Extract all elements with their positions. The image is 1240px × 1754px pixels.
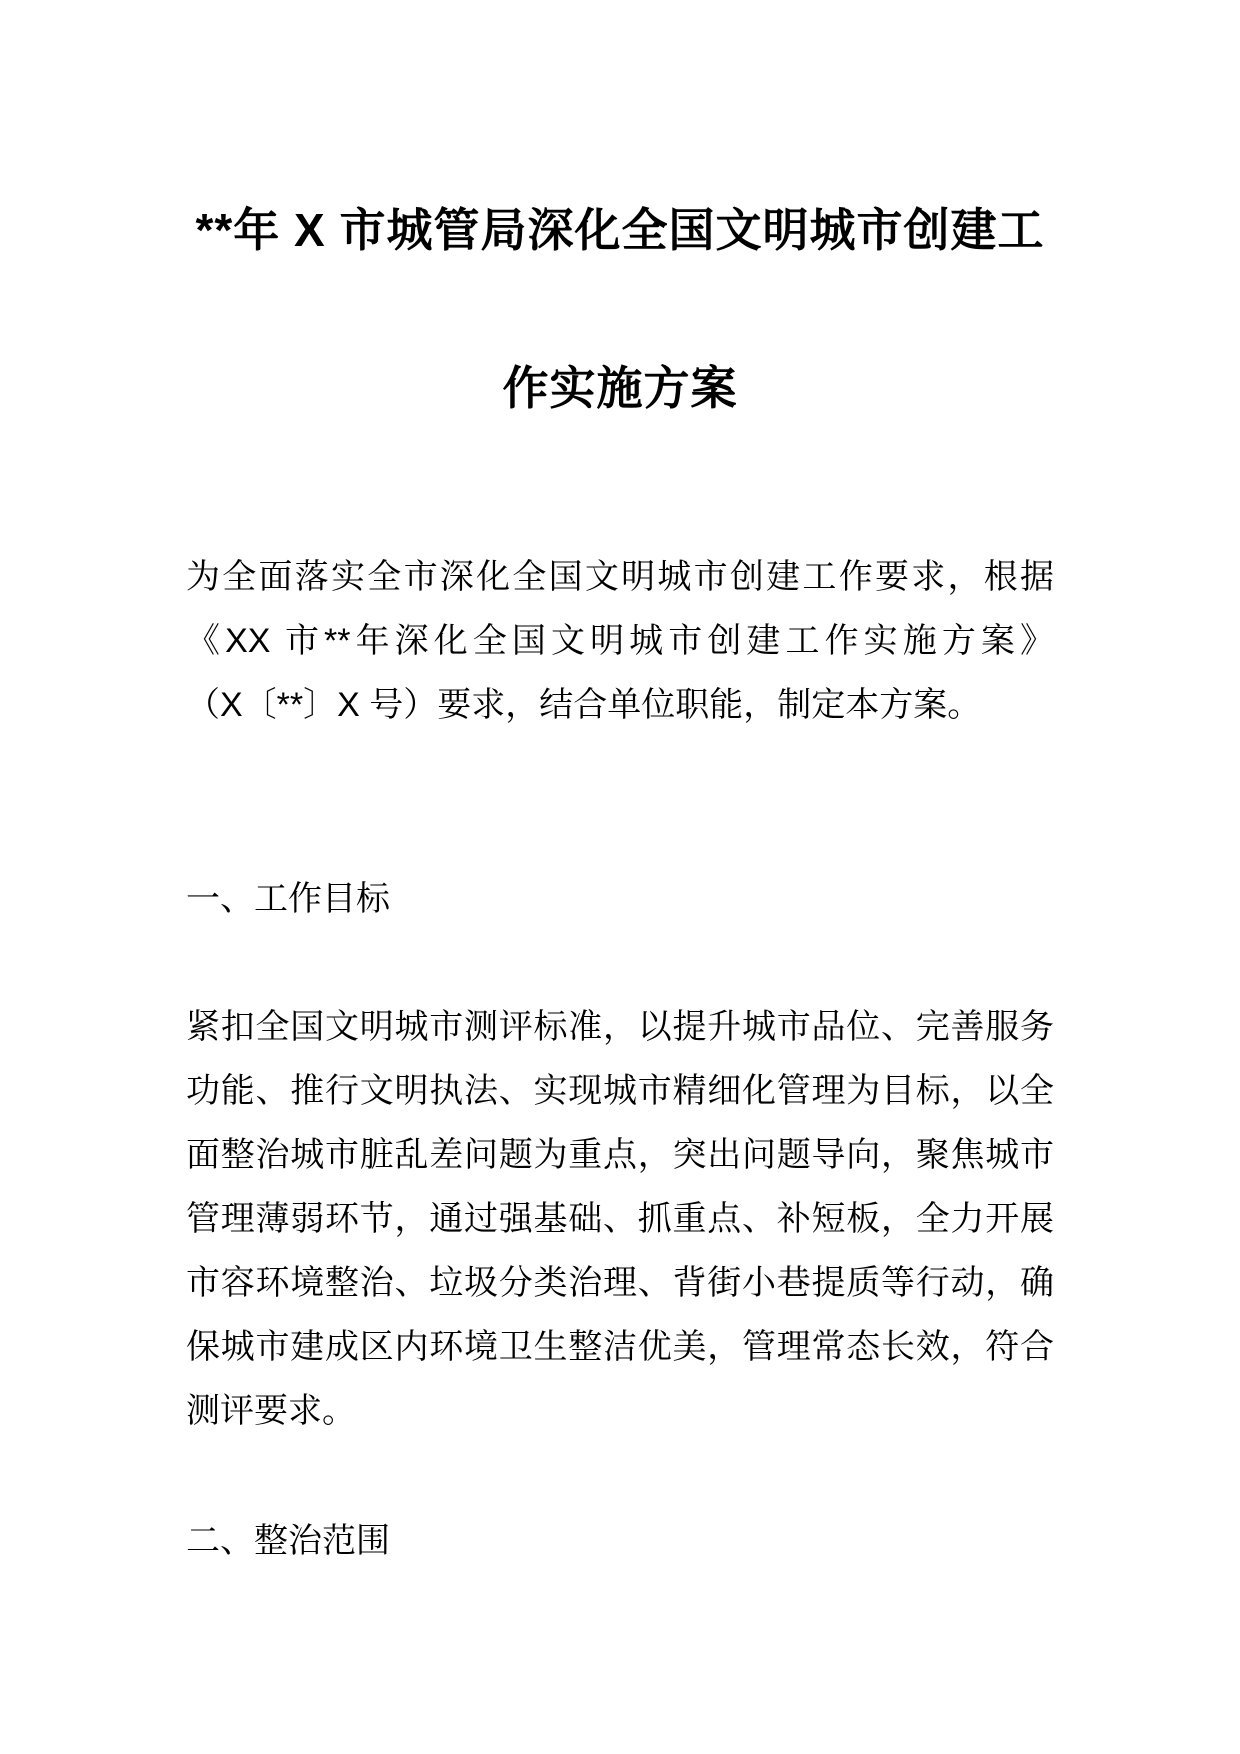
- section-heading-work-goals: 一、工作目标: [186, 880, 390, 918]
- section-1-paragraph: [186, 995, 1054, 1443]
- intro-paragraph: [186, 545, 1054, 737]
- section-heading-improvement-scope: 二、整治范围: [186, 1522, 390, 1560]
- document-title-line-2: 作实施方案: [502, 362, 738, 414]
- section-1-paragraph-line: 测评要求。: [186, 1392, 356, 1430]
- document-title: [186, 151, 1054, 467]
- section-1-paragraph-line: 功能、推行文明执法、实现城市精细化管理为目标，以全: [186, 1072, 1054, 1110]
- intro-paragraph-line: 为全面落实全市深化全国文明城市创建工作要求，根据: [186, 558, 1054, 596]
- section-1-paragraph-line: 保城市建成区内环境卫生整洁优美，管理常态长效，符合: [186, 1328, 1054, 1366]
- section-1-paragraph-line: 管理薄弱环节，通过强基础、抓重点、补短板，全力开展: [186, 1200, 1054, 1238]
- section-1-paragraph-line: 面整治城市脏乱差问题为重点，突出问题导向，聚焦城市: [186, 1136, 1054, 1174]
- document-title-line-1: **年 X 市城管局深化全国文明城市创建工: [195, 204, 1045, 256]
- intro-paragraph-line: （X〔**〕X 号）要求，结合单位职能，制定本方案。: [186, 686, 982, 724]
- section-1-paragraph-line: 市容环境整治、垃圾分类治理、背街小巷提质等行动，确: [186, 1264, 1054, 1302]
- intro-paragraph-line: 《XX 市**年深化全国文明城市创建工作实施方案》: [186, 622, 1054, 660]
- section-1-paragraph-line: 紧扣全国文明城市测评标准，以提升城市品位、完善服务: [186, 1008, 1054, 1046]
- document-content: [186, 0, 1054, 1573]
